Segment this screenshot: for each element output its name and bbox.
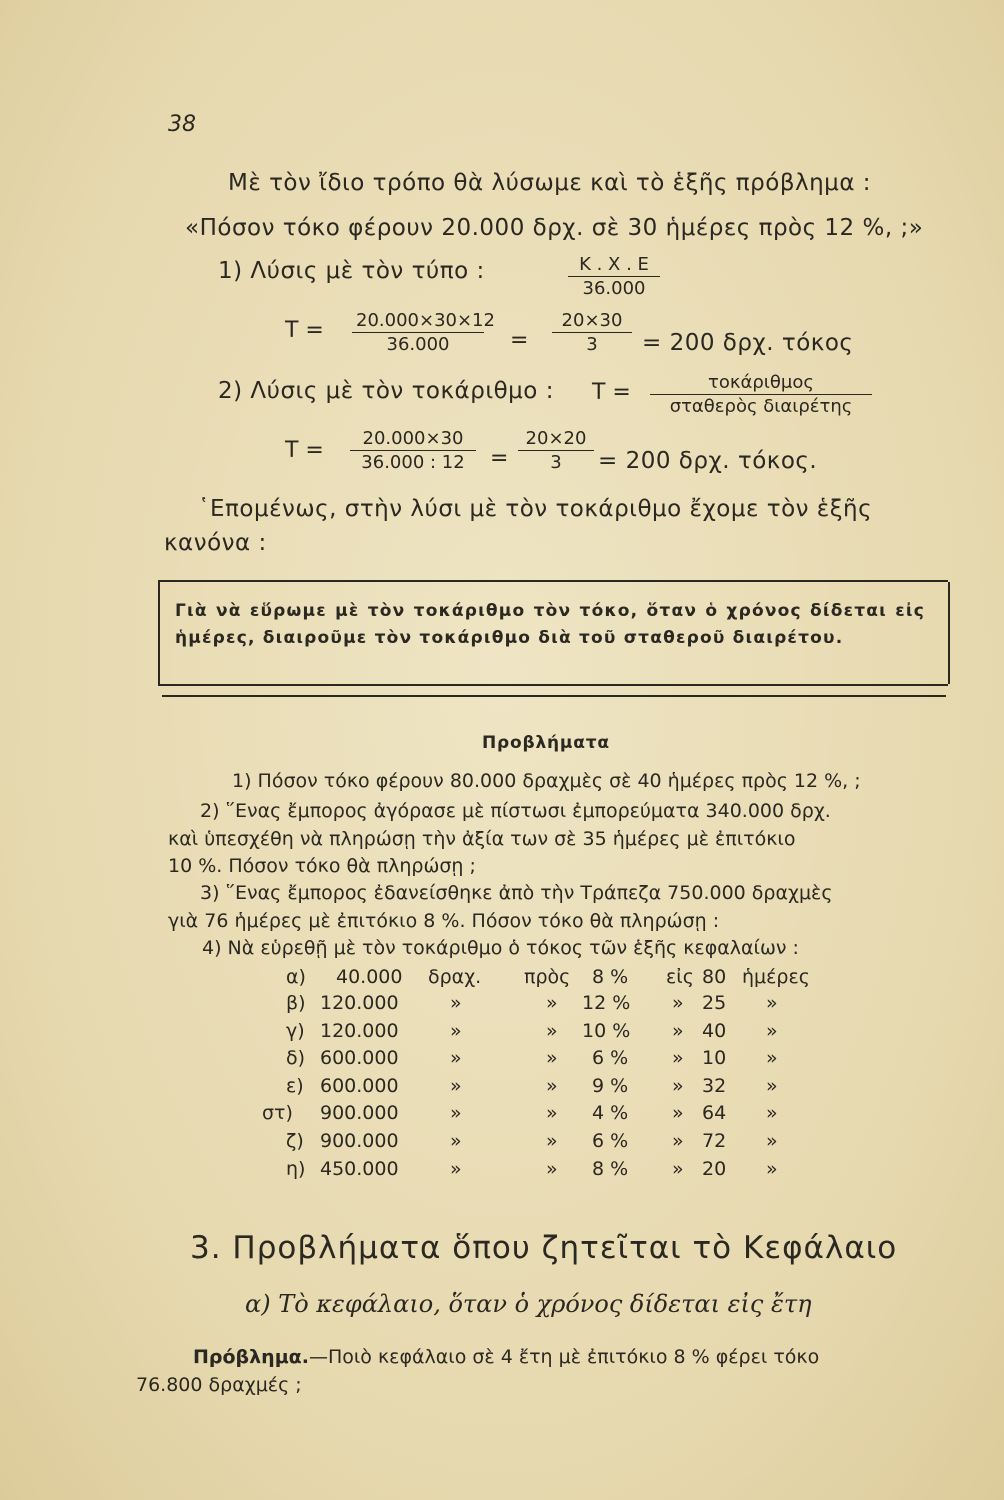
- row-days: 20: [702, 1158, 727, 1180]
- row-capital: 900.000: [320, 1102, 399, 1124]
- formula-denominator: σταθερὸς διαιρέτης: [669, 396, 853, 417]
- row-label: η): [286, 1158, 306, 1180]
- row-label: β): [286, 992, 306, 1014]
- row-capital: 900.000: [320, 1130, 399, 1152]
- fraction-numerator: 20.000×30: [350, 428, 476, 451]
- row-unit: »: [450, 1130, 462, 1152]
- solution2-T2: Τ =: [285, 438, 324, 463]
- fraction-denominator: 36.000 : 12: [361, 452, 465, 473]
- row-days-unit: »: [766, 1075, 778, 1097]
- problem-1: 1) Πόσον τόκο φέρουν 80.000 δραχμὲς σὲ 40 ἡμέρες πρὸς 12 %, ;: [232, 770, 861, 792]
- row-capital: 40.000: [336, 966, 403, 988]
- row-eis: »: [672, 1102, 684, 1124]
- solution2-fraction-2: [518, 428, 594, 473]
- row-rate: 12 %: [582, 992, 631, 1014]
- row-rate: 8 %: [592, 966, 629, 988]
- row-label: γ): [286, 1020, 305, 1042]
- solution1-T: Τ =: [285, 318, 324, 343]
- row-unit: »: [450, 992, 462, 1014]
- formula-numerator: Κ . Χ . Ε: [568, 254, 660, 277]
- conclusion-line-2: κανόνα :: [164, 530, 267, 556]
- row-unit: »: [450, 1047, 462, 1069]
- problem-3-line-1: 3) ῞Ενας ἔμπορος ἐδανείσθηκε ἀπὸ τὴν Τράπεζα 750.000 δραχμὲς: [200, 882, 833, 904]
- row-capital: 120.000: [320, 1020, 399, 1042]
- row-pros: »: [546, 1020, 558, 1042]
- problem-3-line-2: γιὰ 76 ἡμέρες μὲ ἐπιτόκιο 8 %. Πόσον τόκο θὰ πληρώσῃ :: [168, 910, 720, 932]
- row-eis: »: [672, 1020, 684, 1042]
- row-rate: 6 %: [592, 1047, 629, 1069]
- row-rate: 4 %: [592, 1102, 629, 1124]
- row-rate: 9 %: [592, 1075, 629, 1097]
- rule-text: Γιὰ νὰ εὕρωμε μὲ τὸν τοκάριθμο τὸν τόκο, ὅταν ὁ χρόνος δίδεται εἰς ἡμέρες, διαιροῦμε τὸν τοκάριθμο διὰ τοῦ σταθεροῦ διαιρέτου.: [175, 601, 925, 648]
- row-eis: »: [672, 1130, 684, 1152]
- final-problem-line-1: [193, 1346, 819, 1368]
- row-days: 72: [702, 1130, 727, 1152]
- problem-2-line-2: καὶ ὑπεσχέθη νὰ πληρώσῃ τὴν ἀξία των σὲ 35 ἡμέρες μὲ ἐπιτόκιο: [168, 828, 796, 850]
- row-eis: »: [672, 992, 684, 1014]
- formula-numerator: τοκάριθμος: [650, 372, 872, 395]
- fraction-numerator: 20.000×30×12: [352, 310, 484, 333]
- row-days-unit: »: [766, 1020, 778, 1042]
- row-days-unit: »: [766, 1130, 778, 1152]
- row-days: 10: [702, 1047, 727, 1069]
- solution1-equals: =: [510, 328, 529, 353]
- row-label: στ): [262, 1102, 293, 1124]
- problems-title: Προβλήματα: [482, 733, 610, 753]
- row-eis: »: [672, 1047, 684, 1069]
- formula-denominator: 36.000: [582, 278, 646, 299]
- fraction-denominator: 36.000: [386, 334, 450, 355]
- row-days: 40: [702, 1020, 727, 1042]
- rule-bottom-border: [158, 684, 948, 686]
- row-eis: εἰς: [666, 966, 694, 988]
- row-pros: »: [546, 1075, 558, 1097]
- row-pros: »: [546, 992, 558, 1014]
- fraction-numerator: 20×20: [518, 428, 594, 451]
- solution1-fraction-2: [552, 310, 632, 355]
- row-label: δ): [286, 1047, 306, 1069]
- fraction-numerator: 20×30: [552, 310, 632, 333]
- row-unit: δραχ.: [428, 966, 482, 988]
- intro-line-2: «Πόσον τόκο φέρουν 20.000 δρχ. σὲ 30 ἡμέρες πρὸς 12 %, ;»: [185, 215, 924, 241]
- row-days-unit: ἡμέρες: [742, 966, 810, 988]
- problem-4: 4) Νὰ εὑρεθῇ μὲ τὸν τοκάριθμο ὁ τόκος τῶν ἑξῆς κεφαλαίων :: [202, 937, 799, 959]
- row-days: 25: [702, 992, 727, 1014]
- row-label: α): [286, 966, 306, 988]
- row-capital: 600.000: [320, 1075, 399, 1097]
- row-unit: »: [450, 1020, 462, 1042]
- row-days-unit: »: [766, 992, 778, 1014]
- row-days-unit: »: [766, 1102, 778, 1124]
- problem-2-line-3: 10 %. Πόσον τόκο θὰ πληρώσῃ ;: [168, 855, 476, 877]
- fraction-denominator: 3: [586, 334, 598, 355]
- row-capital: 120.000: [320, 992, 399, 1014]
- solution2-label: 2) Λύσις μὲ τὸν τοκάριθμο :: [218, 378, 554, 404]
- solution2-formula-fraction: [650, 372, 872, 417]
- row-pros: πρὸς: [524, 966, 571, 988]
- final-problem-lead: Πρόβλημα.: [193, 1346, 309, 1368]
- row-unit: »: [450, 1158, 462, 1180]
- solution1-label: 1) Λύσις μὲ τὸν τύπο :: [218, 258, 485, 284]
- problem-2-line-1: 2) ῞Ενας ἔμπορος ἀγόρασε μὲ πίστωσι ἐμπορεύματα 340.000 δρχ.: [200, 800, 831, 822]
- subsection-title: α) Τὸ κεφάλαιο, ὅταν ὁ χρόνος δίδεται εἰς ἔτη: [245, 1290, 812, 1318]
- row-days: 80: [702, 966, 727, 988]
- formula-fraction: [568, 254, 660, 299]
- row-pros: »: [546, 1047, 558, 1069]
- section-title: 3. Προβλήματα ὅπου ζητεῖται τὸ Κεφάλαιο: [190, 1230, 898, 1266]
- solution1-fraction-1: [352, 310, 495, 355]
- row-pros: »: [546, 1102, 558, 1124]
- solution1-result: = 200 δρχ. τόκος: [642, 330, 854, 356]
- final-problem-text: —Ποιὸ κεφάλαιο σὲ 4 ἔτη μὲ ἐπιτόκιο 8 % φέρει τόκο: [308, 1346, 820, 1368]
- row-rate: 6 %: [592, 1130, 629, 1152]
- row-eis: »: [672, 1158, 684, 1180]
- row-days-unit: »: [766, 1047, 778, 1069]
- page-number: 38: [168, 112, 196, 137]
- row-rate: 10 %: [582, 1020, 631, 1042]
- row-capital: 450.000: [320, 1158, 399, 1180]
- row-pros: »: [546, 1158, 558, 1180]
- solution2-result: = 200 δρχ. τόκος.: [598, 448, 818, 474]
- row-days: 32: [702, 1075, 727, 1097]
- row-label: ε): [286, 1075, 304, 1097]
- row-rate: 8 %: [592, 1158, 629, 1180]
- final-problem-line-2: 76.800 δραχμές ;: [136, 1374, 302, 1396]
- intro-line-1: Μὲ τὸν ἴδιο τρόπο θὰ λύσωμε καὶ τὸ ἑξῆς πρόβλημα :: [228, 170, 872, 196]
- rule-bottom-border-2: [162, 695, 946, 697]
- solution2-fraction-1: [350, 428, 476, 473]
- row-unit: »: [450, 1102, 462, 1124]
- row-eis: »: [672, 1075, 684, 1097]
- solution2-equals: =: [490, 446, 509, 471]
- row-days: 64: [702, 1102, 727, 1124]
- row-unit: »: [450, 1075, 462, 1097]
- solution2-T: Τ =: [592, 380, 631, 405]
- fraction-denominator: 3: [550, 452, 562, 473]
- conclusion-line-1: ῾Επομένως, στὴν λύσι μὲ τὸν τοκάριθμο ἔχομε τὸν ἑξῆς: [198, 496, 873, 522]
- row-capital: 600.000: [320, 1047, 399, 1069]
- row-label: ζ): [286, 1130, 304, 1152]
- row-days-unit: »: [766, 1158, 778, 1180]
- row-pros: »: [546, 1130, 558, 1152]
